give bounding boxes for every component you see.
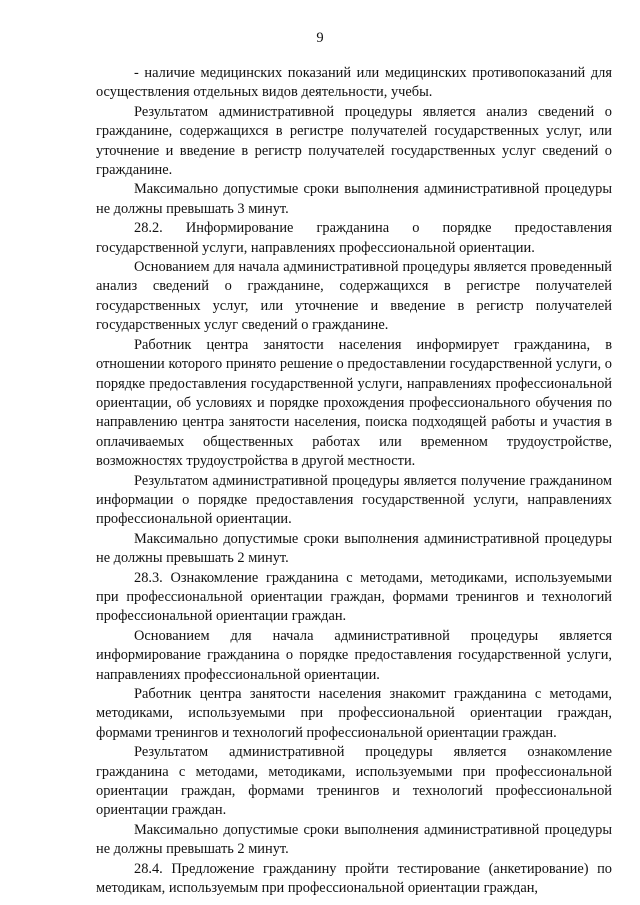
paragraph: Максимально допустимые сроки выполнения административной процедуры не должны превышать 2 минут. — [96, 530, 612, 567]
paragraph: Работник центра занятости населения информирует гражданина, в отношении которого принято решение о предоставлении государственной услуги, о порядке предоставления государственной услуги, направлениях профессиональной ориентации, об условиях и порядке прохождения профессионального обучения по направлению центра занятости населения, поиска подходящей работы и участия в оплачиваемых общественных работах или временном трудоустройстве, возможностях трудоустройства в другой местности. — [96, 336, 612, 470]
paragraph: Максимально допустимые сроки выполнения административной процедуры не должны превышать 2 минут. — [96, 821, 612, 858]
paragraph: Работник центра занятости населения знакомит гражданина с методами, методиками, используемыми при профессиональной ориентации граждан, формами тренингов и технологий профессиональной ориентации граждан. — [96, 686, 612, 741]
section-heading-28-3: 28.3. Ознакомление гражданина с методами, методиками, используемыми при профессиональной ориентации граждан, формами тренингов и технологий профессиональной ориентации граждан. — [96, 569, 612, 625]
paragraph: Основанием для начала административной процедуры является информирование гражданина о порядке предоставления государственной услуги, направлениях профессиональной ориентации. — [96, 627, 612, 683]
paragraph: - наличие медицинских показаний или медицинских противопоказаний для осуществления отдельных видов деятельности, учебы. — [96, 65, 612, 101]
document-body — [96, 64, 612, 898]
paragraph: Результатом административной процедуры является получение гражданином информации о порядке предоставления государственной услуги, направлениях профессиональной ориентации. — [96, 472, 612, 528]
section-heading-28-2: 28.2. Информирование гражданина о порядке предоставления государственной услуги, направлениях профессиональной ориентации. — [96, 220, 612, 256]
paragraph: Результатом административной процедуры является ознакомление гражданина с методами, методиками, используемыми при профессиональной ориентации граждан, формами тренингов и технологий профессиональной ориентации граждан. — [96, 744, 612, 819]
paragraph: Максимально допустимые сроки выполнения административной процедуры не должны превышать 3 минут. — [96, 181, 612, 217]
section-heading-28-4: 28.4. Предложение гражданину пройти тестирование (анкетирование) по методикам, используемым при профессиональной ориентации граждан, — [96, 860, 612, 897]
paragraph: Основанием для начала административной процедуры является проведенный анализ сведений о гражданине, содержащихся в регистре получателей государственных услуг, или уточнение и введение в регистр получателей государственных услуг сведений о гражданине. — [96, 259, 612, 334]
paragraph: Результатом административной процедуры является анализ сведений о гражданине, содержащихся в регистре получателей государственных услуг, или уточнение и введение в регистр получателей государственных услуг сведений о гражданине. — [96, 103, 612, 179]
page-number: 9 — [316, 30, 324, 46]
